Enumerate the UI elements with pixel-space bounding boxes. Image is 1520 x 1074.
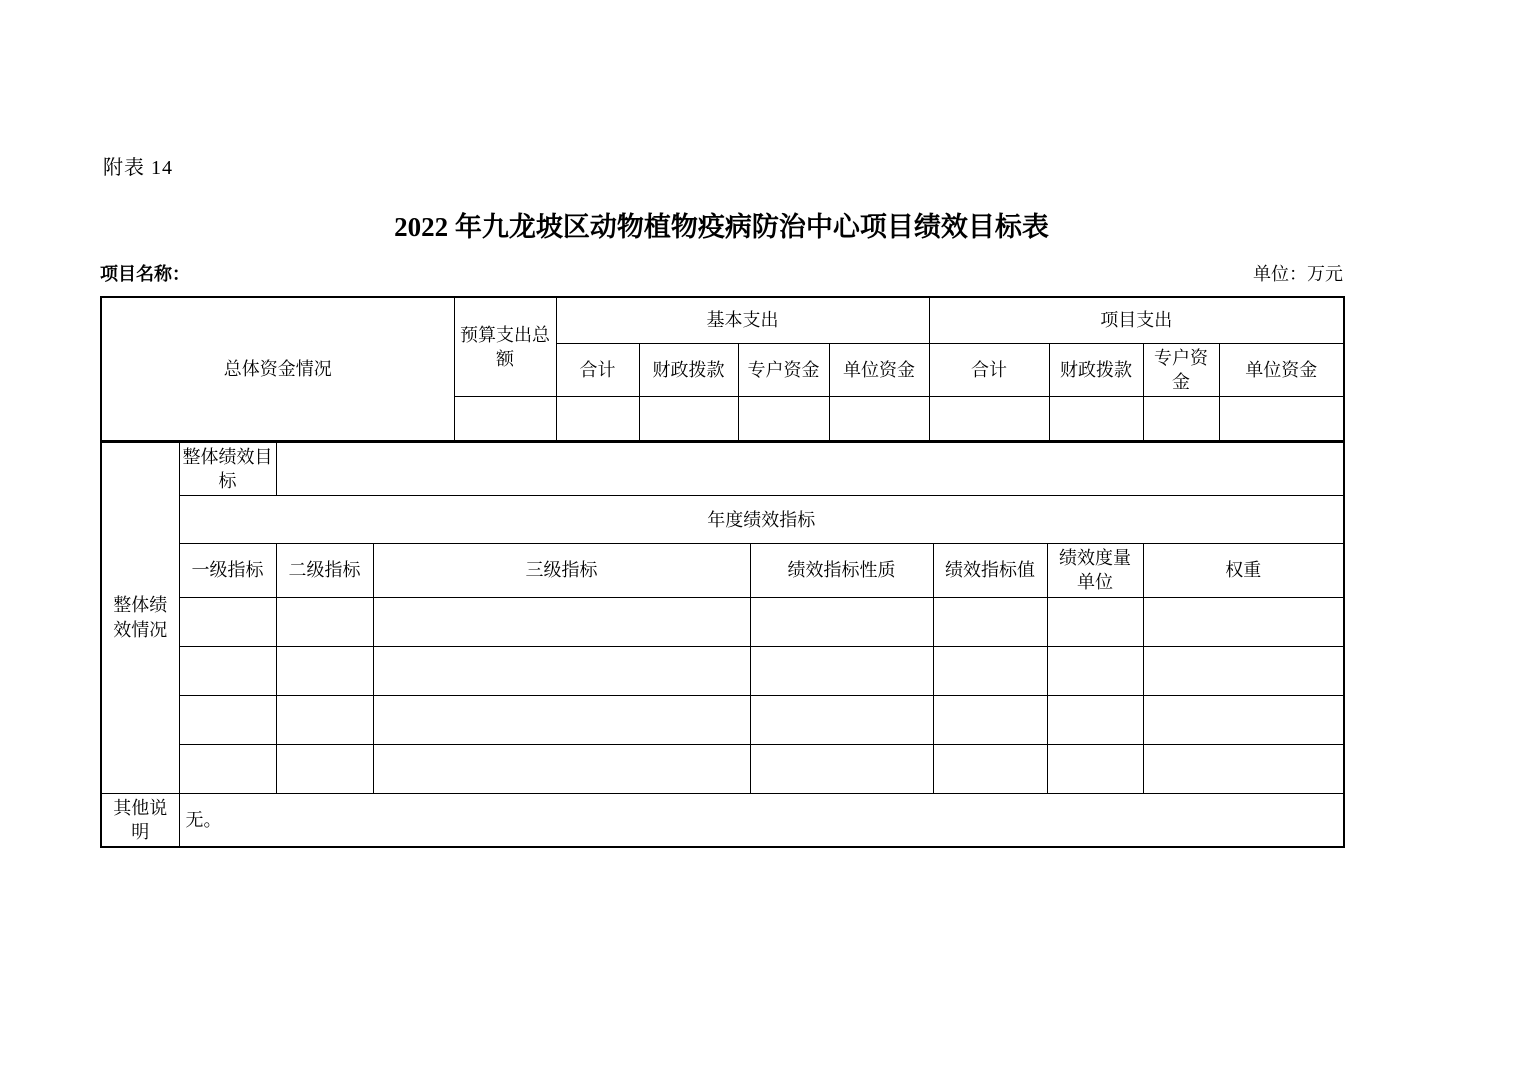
weight-header: 权重: [1143, 544, 1344, 598]
indicator-cell: [933, 695, 1047, 744]
project-name-label: 项目名称：: [100, 264, 190, 284]
indicator-cell: [179, 695, 276, 744]
appendix-label: 附表 14: [103, 157, 173, 179]
project-unit-funds-header: 单位资金: [1219, 343, 1344, 397]
overall-performance-header: 整体绩效情况: [101, 442, 179, 794]
indicator-row: [101, 646, 1344, 695]
indicator-cell: [933, 597, 1047, 646]
basic-unit-funds-header: 单位资金: [829, 343, 929, 397]
basic-total-header: 合计: [556, 343, 639, 397]
performance-table: [100, 441, 1345, 849]
level3-indicator-header: 三级指标: [373, 544, 750, 598]
project-unit-funds-value-cell: [1219, 397, 1344, 441]
indicator-cell: [179, 744, 276, 793]
indicator-cell: [276, 646, 373, 695]
level1-indicator-header: 一级指标: [179, 544, 276, 598]
indicator-cell: [179, 597, 276, 646]
indicator-cell: [933, 646, 1047, 695]
annual-indicators-header: 年度绩效指标: [179, 496, 1344, 544]
budget-total-header: 预算支出总额: [454, 297, 556, 397]
budget-total-value-cell: [454, 397, 556, 441]
unit-label: 单位：万元: [1253, 264, 1343, 284]
project-special-account-value-cell: [1143, 397, 1219, 441]
basic-fiscal-value-cell: [639, 397, 738, 441]
indicator-cell: [1143, 597, 1344, 646]
measure-unit-header: 绩效度量单位: [1047, 544, 1143, 598]
indicator-cell: [750, 744, 933, 793]
basic-special-account-header: 专户资金: [738, 343, 829, 397]
indicator-value-header: 绩效指标值: [933, 544, 1047, 598]
performance-target-table: [100, 296, 1343, 848]
project-total-header: 合计: [929, 343, 1049, 397]
overall-funding-header: 总体资金情况: [101, 297, 454, 441]
indicator-cell: [1143, 646, 1344, 695]
notes-value: 无。: [179, 793, 1344, 847]
project-fiscal-value-cell: [1049, 397, 1143, 441]
page-title: 2022 年九龙坡区动物植物疫病防治中心项目绩效目标表: [394, 212, 1049, 242]
indicator-cell: [1047, 744, 1143, 793]
indicator-cell: [276, 744, 373, 793]
indicator-nature-header: 绩效指标性质: [750, 544, 933, 598]
basic-expenditure-header: 基本支出: [556, 297, 929, 343]
indicator-cell: [276, 597, 373, 646]
level2-indicator-header: 二级指标: [276, 544, 373, 598]
project-expenditure-header: 项目支出: [929, 297, 1344, 343]
indicator-row: [101, 597, 1344, 646]
indicator-cell: [750, 646, 933, 695]
project-special-account-header: 专户资金: [1143, 343, 1219, 397]
indicator-row: [101, 744, 1344, 793]
basic-fiscal-header: 财政拨款: [639, 343, 738, 397]
indicator-cell: [276, 695, 373, 744]
indicator-cell: [1047, 597, 1143, 646]
indicator-cell: [1047, 646, 1143, 695]
funding-table: [100, 296, 1345, 442]
meta-row: [100, 260, 1343, 286]
project-fiscal-header: 财政拨款: [1049, 343, 1143, 397]
indicator-cell: [933, 744, 1047, 793]
indicator-cell: [373, 597, 750, 646]
basic-special-account-value-cell: [738, 397, 829, 441]
overall-target-value-cell: [276, 442, 1344, 496]
overall-target-label: 整体绩效目标: [179, 442, 276, 496]
indicator-cell: [373, 744, 750, 793]
project-total-value-cell: [929, 397, 1049, 441]
basic-unit-funds-value-cell: [829, 397, 929, 441]
indicator-cell: [750, 597, 933, 646]
indicator-cell: [1047, 695, 1143, 744]
indicator-row: [101, 695, 1344, 744]
indicator-cell: [373, 695, 750, 744]
indicator-cell: [179, 646, 276, 695]
basic-total-value-cell: [556, 397, 639, 441]
notes-label: 其他说明: [101, 793, 179, 847]
indicator-cell: [1143, 695, 1344, 744]
indicator-cell: [1143, 744, 1344, 793]
indicator-cell: [373, 646, 750, 695]
indicator-cell: [750, 695, 933, 744]
